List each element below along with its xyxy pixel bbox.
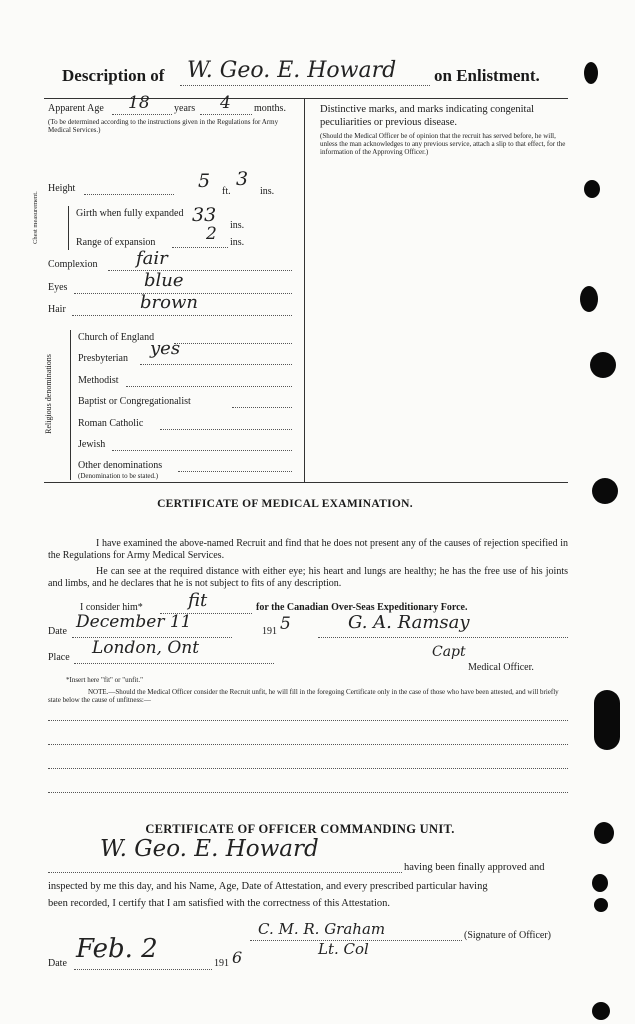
religion-roman-catholic: Roman Catholic	[78, 418, 144, 429]
height-in-value: 3	[236, 168, 249, 190]
range-of-expansion-label: Range of expansion	[76, 237, 156, 248]
height-ft-value: 5	[198, 170, 211, 192]
column-divider	[304, 98, 305, 482]
commanding-date-label: Date	[48, 958, 67, 969]
certify-text: been recorded, I certify that I am satisfied with the correctness of this Attestation.	[48, 898, 391, 909]
medical-certificate-title: CERTIFICATE OF MEDICAL EXAMINATION.	[157, 498, 413, 510]
punch-hole	[584, 62, 598, 84]
religion-other: Other denominations	[78, 460, 163, 471]
commanding-year-prefix: 191	[214, 958, 229, 969]
recruit-name-handwritten: W. Geo. E. Howard	[187, 58, 397, 83]
on-enlistment-label: on Enlistment.	[434, 66, 540, 85]
medical-year-value: 5	[280, 614, 291, 634]
religion-jewish: Jewish	[78, 439, 106, 450]
age-years-value: 18	[128, 93, 150, 113]
months-label: months.	[254, 103, 286, 114]
description-of-label: Description of	[62, 66, 165, 85]
medical-paragraph-2: He can see at the required distance with either eye; his heart and lungs are healthy; he has the free use of his joints and limbs, and he declares that he is not subject to fits of any description.	[48, 566, 568, 589]
commanding-year-value: 6	[232, 948, 243, 967]
top-rule	[44, 98, 568, 99]
commanding-date-value: Feb. 2	[76, 934, 158, 964]
religion-presbyterian: Presbyterian	[78, 353, 128, 364]
punch-hole	[580, 286, 598, 312]
medical-officer-rank: Capt	[432, 644, 466, 660]
unfit-reason-line[interactable]	[48, 744, 568, 745]
commanding-recruit-name: W. Geo. E. Howard	[100, 836, 319, 862]
eyes-value: blue	[144, 270, 184, 291]
approved-text: having been finally approved and	[404, 862, 545, 873]
medical-officer-signature: G. A. Ramsay	[348, 612, 470, 633]
insert-fit-note: *Insert here "fit" or "unfit."	[66, 676, 143, 684]
ft-label: ft.	[222, 186, 231, 197]
apparent-age-label: Apparent Age	[48, 103, 104, 114]
commanding-certificate-title: CERTIFICATE OF OFFICER COMMANDING UNIT.	[145, 822, 455, 836]
girth-value: 33	[192, 204, 217, 226]
consider-him-label: I consider him*	[80, 602, 143, 613]
consider-value: fit	[188, 590, 208, 611]
eyes-label: Eyes	[48, 282, 68, 293]
years-label: years	[174, 103, 196, 114]
bottom-rule	[44, 482, 568, 483]
unfit-reason-line[interactable]	[48, 720, 568, 721]
religious-denominations-side-label: Religious denominations	[44, 354, 53, 434]
medical-paragraph-1: I have examined the above-named Recruit and find that he does not present any of the causes of rejection specified in the Regulations for Army Medical Services.	[48, 538, 568, 561]
chest-measurement-label: Chest measurement.	[32, 191, 39, 244]
medical-officer-label: Medical Officer.	[468, 662, 534, 673]
complexion-label: Complexion	[48, 259, 98, 270]
medical-year-prefix: 191	[262, 626, 277, 637]
range-ins-label: ins.	[230, 237, 245, 248]
unfit-reason-line[interactable]	[48, 768, 568, 769]
punch-hole	[584, 180, 600, 198]
inspected-text: inspected by me this day, and his Name, Age, Date of Attestation, and every prescribed particular having	[48, 881, 488, 892]
distinctive-marks-note: (Should the Medical Officer be of opinion that the recruit has served before, he will, unless the man acknowledges to any previous service, attach a slip to that effect, for the information of the Approving Officer.)	[320, 132, 566, 156]
religion-methodist: Methodist	[78, 375, 119, 386]
punch-hole	[594, 690, 620, 750]
distinctive-marks-heading: Distinctive marks, and marks indicating congenital peculiarities or previous disease.	[320, 104, 535, 128]
denomination-note: (Denomination to be stated.)	[78, 472, 159, 480]
ins-label: ins.	[260, 186, 275, 197]
punch-hole	[592, 478, 618, 504]
girth-label: Girth when fully expanded	[76, 208, 184, 219]
medical-date-label: Date	[48, 626, 67, 637]
signature-of-officer-label: (Signature of Officer)	[464, 930, 552, 941]
girth-ins-label: ins.	[230, 220, 245, 231]
religion-church-of-england: Church of England	[78, 332, 155, 343]
age-instruction-note: (To be determined according to the instructions given in the Regulations for Army Medical Services.)	[48, 118, 279, 134]
complexion-value: fair	[136, 248, 168, 269]
punch-hole	[592, 874, 608, 892]
force-label: for the Canadian Over-Seas Expeditionary Force.	[256, 602, 468, 613]
punch-hole	[594, 898, 608, 912]
punch-hole	[590, 352, 616, 378]
header	[62, 58, 582, 92]
commanding-officer-signature: C. M. R. Graham	[258, 920, 386, 938]
medical-date-value: December 11	[76, 612, 192, 632]
medical-place-label: Place	[48, 652, 70, 663]
presbyterian-mark: yes	[150, 338, 181, 359]
unfit-reason-line[interactable]	[48, 792, 568, 793]
hair-value: brown	[140, 292, 198, 313]
medical-place-value: London, Ont	[92, 638, 200, 658]
religion-baptist: Baptist or Congregationalist	[78, 396, 191, 407]
age-months-value: 4	[220, 93, 231, 113]
range-value: 2	[206, 224, 217, 244]
commanding-officer-rank: Lt. Col	[318, 940, 369, 958]
punch-hole	[592, 1002, 610, 1020]
unfit-note: NOTE.—Should the Medical Officer consider the Recruit unfit, he will fill in the foregoing Certificate only in the case of those who have been attested, and will briefly state below the cause of unfitness:—	[48, 688, 559, 704]
height-label: Height	[48, 183, 76, 194]
hair-label: Hair	[48, 304, 66, 315]
